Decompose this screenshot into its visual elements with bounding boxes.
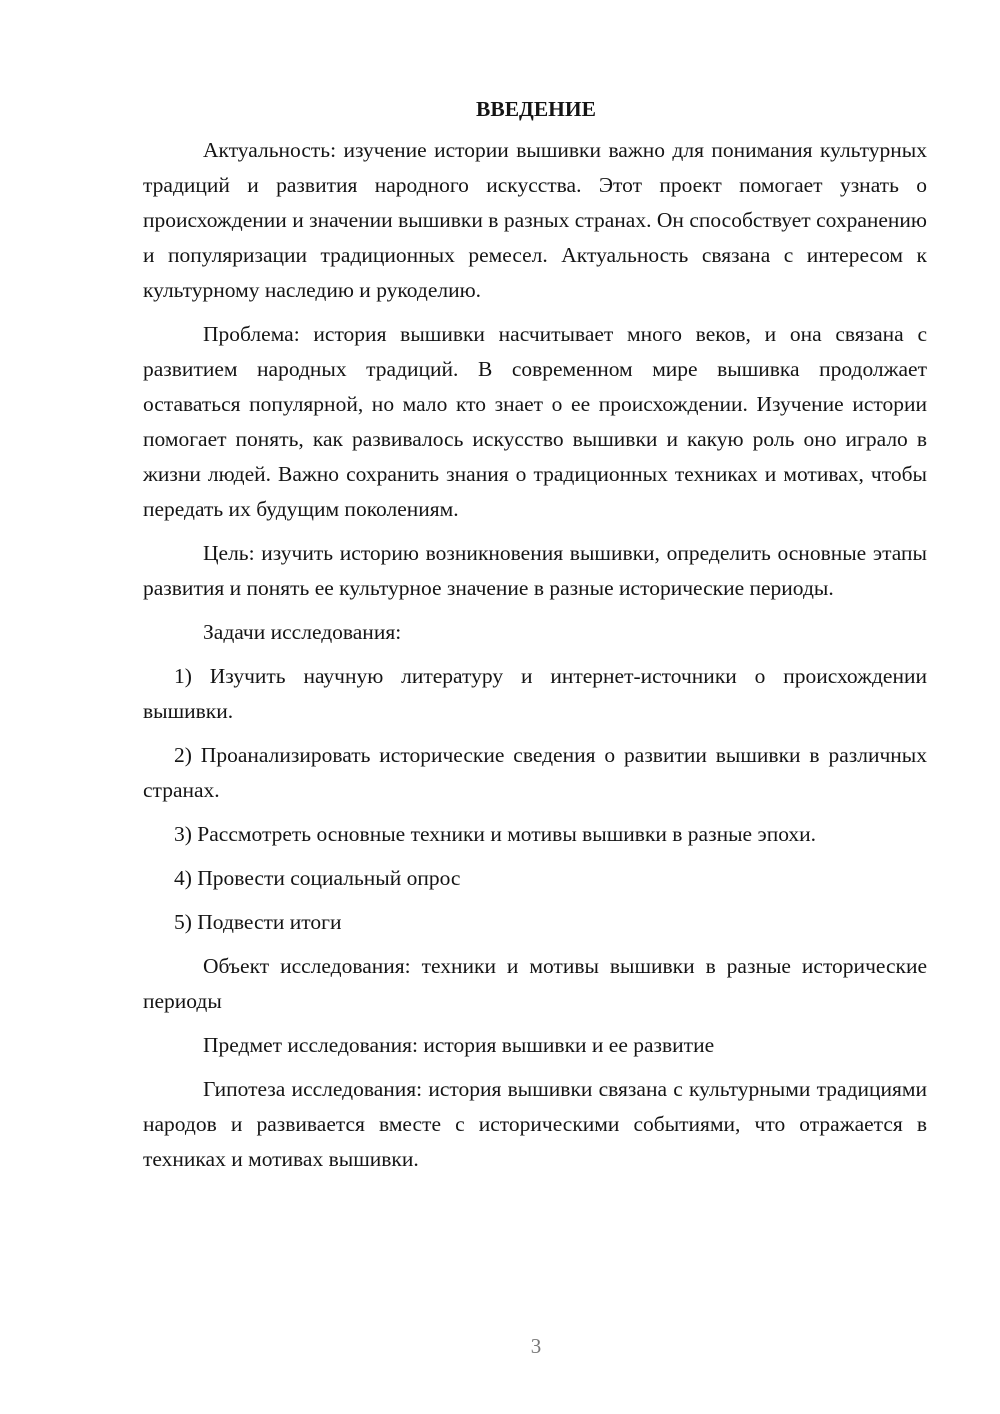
task-item-3: 3) Рассмотреть основные техники и мотивы вышивки в разные эпохи. bbox=[174, 822, 817, 846]
task-item-5: 5) Подвести итоги bbox=[174, 910, 342, 934]
task-item-4: 4) Провести социальный опрос bbox=[174, 866, 461, 890]
object-paragraph: Объект исследования: техники и мотивы вышивки в разные исторические периоды bbox=[143, 954, 927, 1013]
task-item-1: 1) Изучить научную литературу и интернет-источники о происхождении вышивки. bbox=[143, 664, 927, 723]
tasks-heading: Задачи исследования: bbox=[203, 620, 402, 644]
hypothesis-paragraph: Гипотеза исследования: история вышивки связана с культурными традициями народов и развивается вместе с историческими событиями, что отражается в техниках и мотивах вышивки. bbox=[143, 1077, 927, 1171]
page-number: 3 bbox=[530, 1334, 542, 1358]
task-item-2: 2) Проанализировать исторические сведения о развитии вышивки в различных странах. bbox=[143, 743, 927, 802]
page-content bbox=[143, 92, 927, 1186]
problem-paragraph: Проблема: история вышивки насчитывает много веков, и она связана с развитием народных традиций. В современном мире вышивка продолжает оставаться популярной, но мало кто знает о ее происхождении. Изучение истории помогает понять, как развивалось искусство вышивки и какую роль оно играло в жизни людей. Важно сохранить знания о традиционных техниках и мотивах, чтобы передать их будущим поколениям. bbox=[143, 322, 927, 521]
subject-paragraph: Предмет исследования: история вышивки и ее развитие bbox=[203, 1033, 715, 1057]
section-title: ВВЕДЕНИЕ bbox=[476, 97, 596, 121]
relevance-paragraph: Актуальность: изучение истории вышивки важно для понимания культурных традиций и развития народного искусства. Этот проект помогает узнать о происхождении и значении вышивки в разных странах. Он способствует сохранению и популяризации традиционных ремесел. Актуальность связана с интересом к культурному наследию и рукоделию. bbox=[143, 138, 927, 302]
goal-paragraph: Цель: изучить историю возникновения вышивки, определить основные этапы развития и понять ее культурное значение в разные исторические периоды. bbox=[143, 541, 927, 600]
